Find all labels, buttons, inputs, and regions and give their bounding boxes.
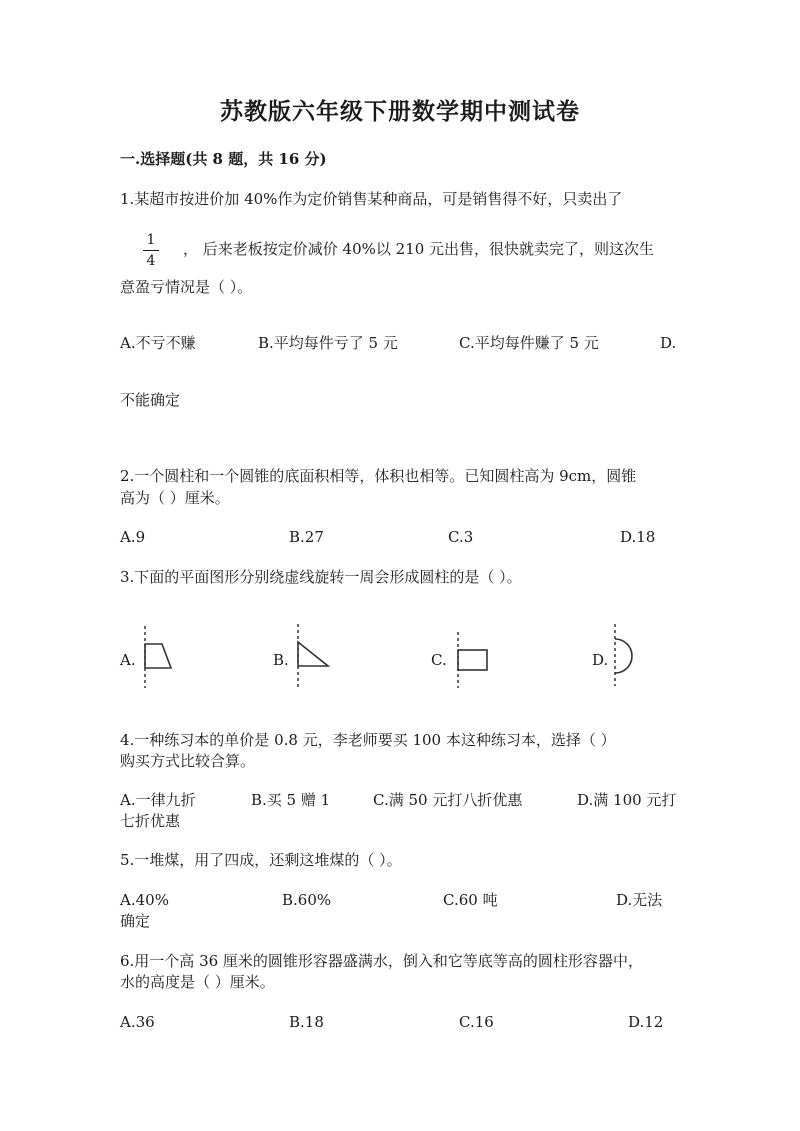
q5-option-d-continued: 确定 (120, 912, 151, 930)
q1-option-d: D. (660, 334, 677, 352)
triangle-figure (292, 624, 334, 688)
q4-line-1: 4.一种练习本的单价是 0.8 元，李老师要买 100 本这种练习本，选择（ ） (120, 731, 616, 749)
q1-option-c: C.平均每件赚了 5 元 (459, 334, 599, 352)
q3-option-d: D. (592, 651, 609, 669)
rectangle-figure (452, 632, 492, 688)
q5-option-d: D.无法 (616, 891, 663, 909)
page-title: 苏教版六年级下册数学期中测试卷 (220, 98, 580, 125)
q2-option-c: C.3 (448, 528, 474, 546)
q6-option-b: B.18 (289, 1013, 324, 1031)
q3-option-a: A. (120, 651, 136, 669)
triangle-shape (298, 642, 328, 666)
q1-line-2: ， 后来老板按定价减价 40%以 210 元出售，很快就卖完了，则这次生 (183, 240, 655, 258)
q6-option-d: D.12 (628, 1013, 664, 1031)
q2-line-1: 2.一个圆柱和一个圆锥的底面积相等，体积也相等。已知圆柱高为 9cm，圆锥 (120, 467, 637, 485)
q4-line-2: 购买方式比较合算。 (120, 752, 256, 770)
q4-option-a: A.一律九折 (120, 791, 196, 809)
q1-line-3: 意盈亏情况是（ ）。 (120, 278, 253, 296)
q4-option-c: C.满 50 元打八折优惠 (373, 791, 523, 809)
q1-option-b: B.平均每件亏了 5 元 (258, 334, 398, 352)
q1-option-d-continued: 不能确定 (120, 391, 181, 409)
fraction-bar (143, 250, 159, 251)
q6-line-1: 6.用一个高 36 厘米的圆锥形容器盛满水，倒入和它等底等高的圆柱形容器中， (120, 952, 643, 970)
q3-option-c: C. (431, 651, 447, 669)
q2-option-a: A.9 (120, 528, 146, 546)
trapezoid-figure (138, 626, 178, 688)
q1-fraction (143, 233, 159, 268)
semicircle-figure (608, 624, 640, 686)
q4-option-b: B.买 5 赠 1 (251, 791, 331, 809)
q1-option-a: A.不亏不赚 (120, 334, 196, 352)
q5-line-1: 5.一堆煤，用了四成，还剩这堆煤的（ ）。 (120, 851, 402, 869)
q2-option-d: D.18 (620, 528, 656, 546)
fraction-denominator: 4 (146, 253, 156, 269)
trapezoid-shape (145, 644, 171, 668)
section-heading: 一.选择题(共 8 题，共 16 分) (120, 150, 327, 168)
rectangle-shape (458, 650, 487, 670)
q6-option-a: A.36 (120, 1013, 155, 1031)
q6-option-c: C.16 (459, 1013, 494, 1031)
q3-line-1: 3.下面的平面图形分别绕虚线旋转一周会形成圆柱的是（ ）。 (120, 568, 522, 586)
q2-option-b: B.27 (289, 528, 324, 546)
q5-option-c: C.60 吨 (443, 891, 498, 909)
q4-option-d: D.满 100 元打 (577, 791, 677, 809)
q4-option-d-continued: 七折优惠 (120, 812, 181, 830)
q6-line-2: 水的高度是（ ）厘米。 (120, 973, 275, 991)
q5-option-b: B.60% (282, 891, 332, 909)
q1-line-1: 1.某超市按进价加 40%作为定价销售某种商品，可是销售得不好，只卖出了 (120, 190, 623, 208)
fraction-numerator: 1 (146, 232, 156, 248)
q2-line-2: 高为（ ）厘米。 (120, 489, 230, 507)
semicircle-shape (615, 639, 632, 673)
q5-option-a: A.40% (120, 891, 169, 909)
q3-option-b: B. (273, 651, 289, 669)
